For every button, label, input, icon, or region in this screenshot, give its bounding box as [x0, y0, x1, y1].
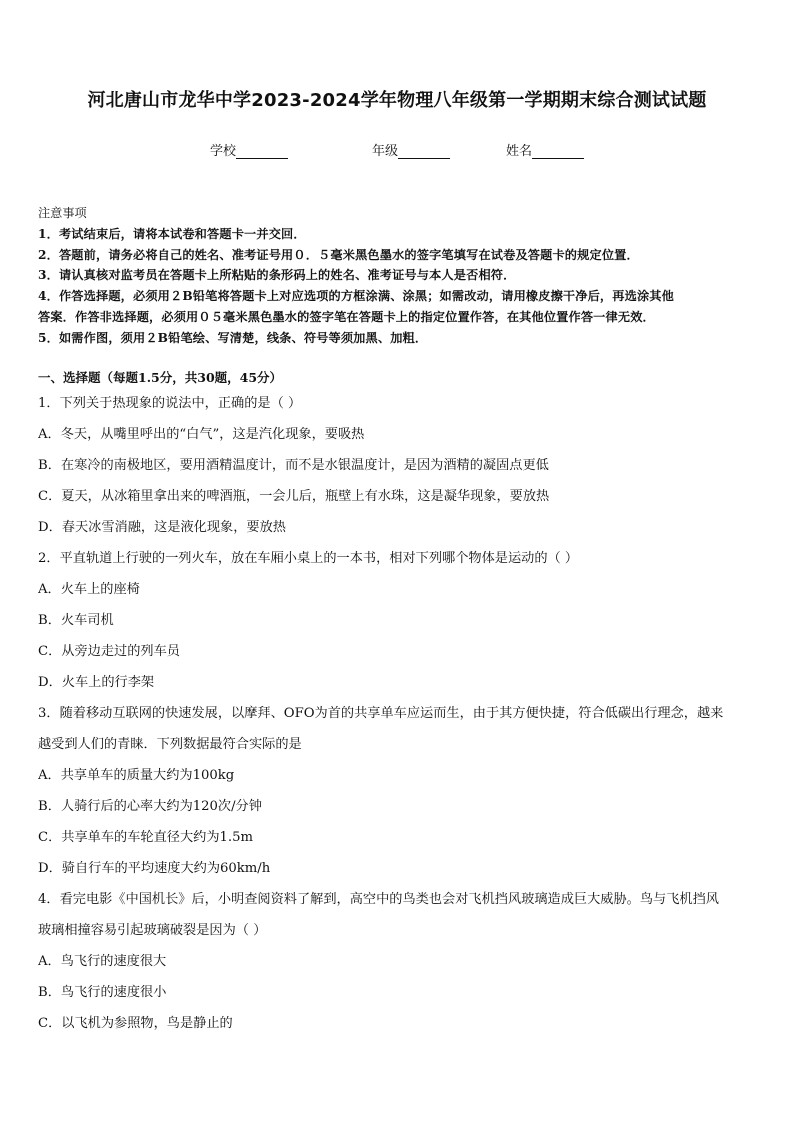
answer-option: C．以飞机为参照物，鸟是静止的 — [38, 1016, 233, 1031]
school-blank[interactable] — [236, 145, 288, 159]
answer-option: A．鸟飞行的速度很大 — [38, 954, 167, 969]
notice-item: 3．请认真核对监考员在答题卡上所粘贴的条形码上的姓名、准考证号与本人是否相符． — [38, 268, 516, 283]
notice-item: 答案．作答非选择题，必须用０５毫米黑色墨水的签字笔在答题卡上的指定位置作答，在其他位置作答一律无效． — [38, 309, 655, 324]
notice-item: 5．如需作图，须用２B铅笔绘、写清楚，线条、符号等须加黑、加粗． — [38, 330, 428, 345]
grade-label: 年级 — [372, 144, 399, 159]
answer-option: D．火车上的行李架 — [38, 675, 155, 690]
answer-option: D．骑自行车的平均速度大约为60km/h — [38, 861, 271, 876]
name-label: 姓名 — [506, 144, 533, 159]
name-field[interactable] — [506, 140, 584, 159]
question-stem-continued: 玻璃相撞容易引起玻璃破裂是因为（ ） — [38, 923, 267, 938]
notice-block — [38, 203, 760, 349]
page-title: 河北唐山市龙华中学2023-2024学年物理八年级第一学期期末综合测试试题 — [87, 90, 707, 111]
question-list — [38, 394, 760, 1045]
answer-option: C．夏天，从冰箱里拿出来的啤酒瓶，一会儿后，瓶壁上有水珠，这是凝华现象，要放热 — [38, 489, 550, 504]
notice-item: 2．答题前，请务必将自己的姓名、准考证号用０．５毫米黑色墨水的签字笔填写在试卷及答题卡的规定位置． — [38, 247, 639, 262]
answer-option: A．冬天，从嘴里呼出的“白气”，这是汽化现象，要吸热 — [38, 427, 365, 442]
notice-heading: 注意事项 — [38, 206, 87, 220]
section-title: 一、选择题（每题1.5分，共30题，45分） — [38, 370, 283, 385]
answer-option: D．春天冰雪消融，这是液化现象，要放热 — [38, 520, 286, 535]
notice-item: 4．作答选择题，必须用２B铅笔将答题卡上对应选项的方框涂满、涂黑；如需改动，请用橡皮擦干净后，再选涂其他 — [38, 289, 674, 304]
name-blank[interactable] — [532, 145, 584, 159]
school-field[interactable] — [210, 140, 288, 159]
answer-option: A．火车上的座椅 — [38, 582, 140, 597]
grade-field[interactable] — [372, 140, 450, 159]
question-stem: 3．随着移动互联网的快速发展，以摩拜、OFO为首的共享单车应运而生，由于其方便快捷，符合低碳出行理念，越来 — [38, 706, 724, 721]
answer-option: B．火车司机 — [38, 613, 114, 628]
question-stem: 2．平直轨道上行驶的一列火车，放在车厢小桌上的一本书，相对下列哪个物体是运动的（ ） — [38, 551, 579, 566]
grade-blank[interactable] — [398, 145, 450, 159]
answer-option: B．在寒冷的南极地区，要用酒精温度计，而不是水银温度计，是因为酒精的凝固点更低 — [38, 458, 549, 473]
answer-option: C．从旁边走过的列车员 — [38, 644, 180, 659]
answer-option: A．共享单车的质量大约为100kg — [38, 768, 235, 783]
answer-option: B．鸟飞行的速度很小 — [38, 985, 167, 1000]
question-stem: 4．看完电影《中国机长》后，小明查阅资料了解到，高空中的鸟类也会对飞机挡风玻璃造成巨大威胁。鸟与飞机挡风 — [38, 892, 719, 907]
answer-option: B．人骑行后的心率大约为120次/分钟 — [38, 799, 262, 814]
question-stem: 1．下列关于热现象的说法中，正确的是（ ） — [38, 396, 302, 411]
question-stem-continued: 越受到人们的青睐．下列数据最符合实际的是 — [38, 737, 302, 752]
school-label: 学校 — [210, 144, 237, 159]
notice-item: 1．考试结束后，请将本试卷和答题卡一并交回． — [38, 226, 306, 241]
answer-option: C．共享单车的车轮直径大约为1.5m — [38, 830, 254, 845]
